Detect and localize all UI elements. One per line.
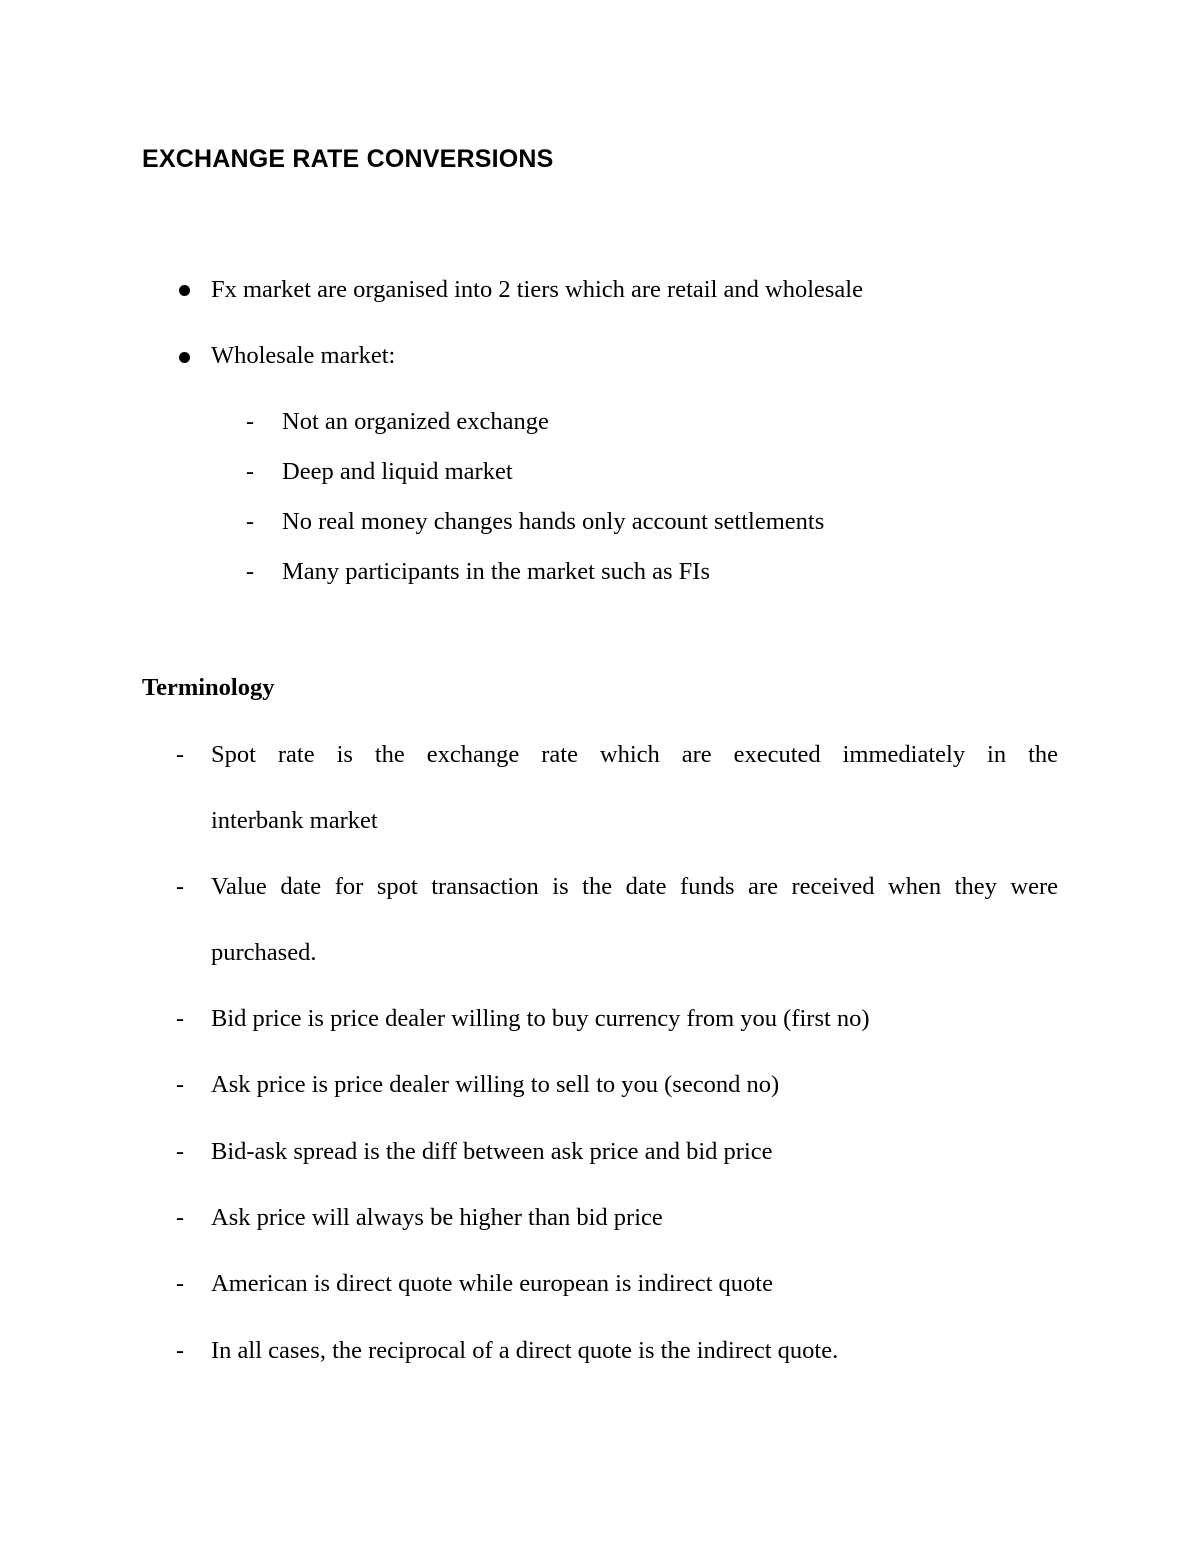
sub-item: Not an organized exchange [282,408,549,435]
term-item: Bid price is price dealer willing to buy currency from you (first no) [211,1005,870,1032]
sub-item: No real money changes hands only account settlements [282,508,825,535]
term-item: American is direct quote while european is indirect quote [211,1270,773,1297]
dash-marker: - [246,509,254,535]
bullet-item: Wholesale market: [211,342,396,369]
dash-marker: - [246,559,254,585]
dash-marker: - [176,874,184,900]
dash-marker: - [176,1271,184,1297]
term-item-line1: Value date for spot transaction is the date funds are received when they were [211,873,1058,900]
term-item-line2: purchased. [211,939,317,966]
dash-marker: - [176,1139,184,1165]
sub-item: Many participants in the market such as FIs [282,558,710,585]
term-item: Ask price will always be higher than bid price [211,1204,663,1231]
dash-marker: - [246,459,254,485]
page-title: EXCHANGE RATE CONVERSIONS [142,145,554,173]
sub-item: Deep and liquid market [282,458,513,485]
term-item: Ask price is price dealer willing to sell to you (second no) [211,1071,780,1098]
dash-marker: - [176,742,184,768]
term-item: In all cases, the reciprocal of a direct quote is the indirect quote. [211,1337,839,1364]
dash-marker: - [176,1205,184,1231]
dash-marker: - [176,1338,184,1364]
dash-marker: - [176,1072,184,1098]
bullet-item: Fx market are organised into 2 tiers which are retail and wholesale [211,276,863,303]
bullet-dot-icon [179,285,190,296]
dash-marker: - [246,409,254,435]
bullet-dot-icon [179,352,190,363]
term-item-line1: Spot rate is the exchange rate which are executed immediately in the [211,741,1058,768]
dash-marker: - [176,1006,184,1032]
term-item: Bid-ask spread is the diff between ask price and bid price [211,1138,773,1165]
term-item-line2: interbank market [211,807,378,834]
section-heading: Terminology [142,674,275,701]
